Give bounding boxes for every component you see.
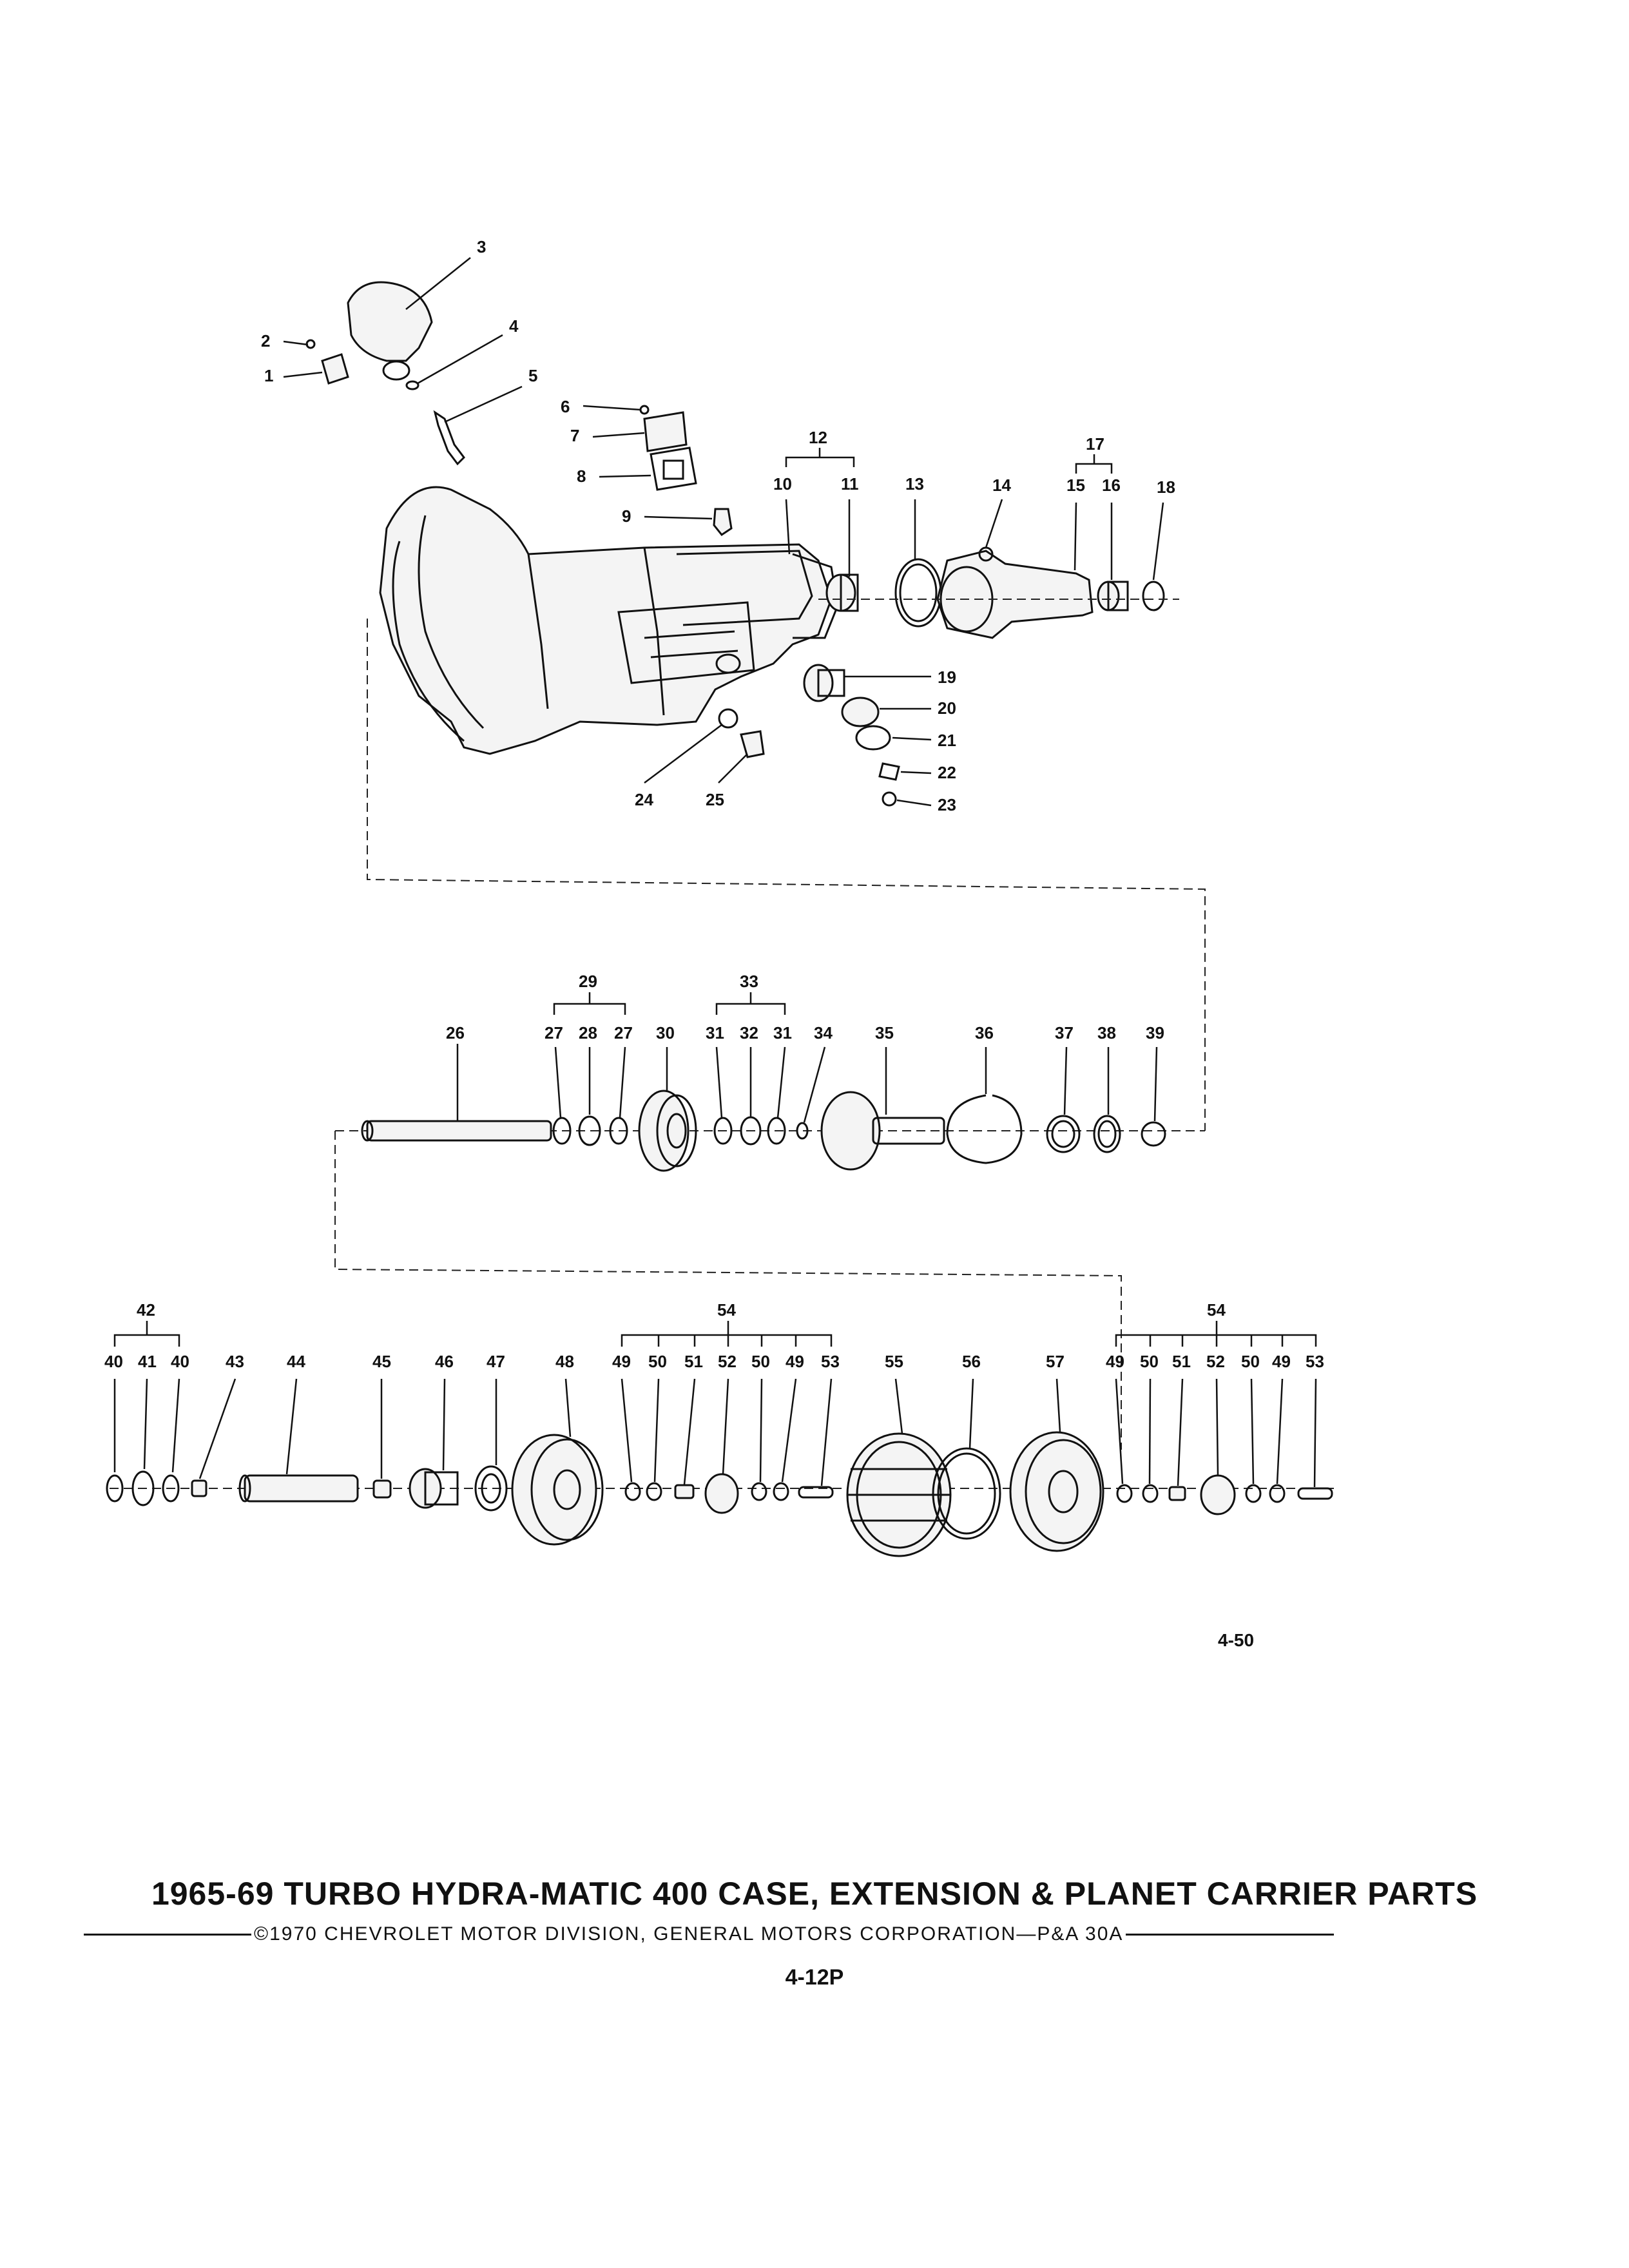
callout-50-second: 50 [751, 1352, 770, 1371]
callout-40-second: 40 [171, 1352, 189, 1371]
callout-41: 41 [138, 1352, 157, 1371]
callout-46: 46 [435, 1352, 454, 1371]
callout-leaders-bottom [115, 1321, 1316, 1487]
callout-21: 21 [938, 731, 956, 750]
callout-27-first: 27 [545, 1023, 563, 1043]
callout-52-first: 52 [718, 1352, 737, 1371]
callout-57: 57 [1046, 1352, 1065, 1371]
callout-5: 5 [528, 366, 538, 385]
callout-29: 29 [579, 972, 597, 991]
callout-51-first: 51 [684, 1352, 703, 1371]
callout-19: 19 [938, 668, 956, 687]
middle-row-parts [335, 1091, 1205, 1171]
callout-10: 10 [773, 474, 792, 494]
callout-37: 37 [1055, 1023, 1074, 1043]
callout-18: 18 [1157, 477, 1175, 497]
callout-45: 45 [372, 1352, 391, 1371]
callout-6: 6 [561, 397, 570, 416]
callout-2: 2 [261, 331, 271, 351]
callout-50-fourth: 50 [1241, 1352, 1260, 1371]
callout-9: 9 [622, 506, 631, 526]
callout-8: 8 [577, 466, 586, 486]
callout-49-first: 49 [612, 1352, 631, 1371]
copyright-text: ©1970 CHEVROLET MOTOR DIVISION, GENERAL MOTORS CORPORATION—P&A 30A [254, 1923, 1124, 1945]
callout-54-second: 54 [1207, 1300, 1226, 1320]
case-assembly-drawing [380, 487, 838, 754]
callout-53-first: 53 [821, 1352, 840, 1371]
callout-38: 38 [1097, 1023, 1116, 1043]
callout-28: 28 [579, 1023, 597, 1043]
callout-51-second: 51 [1172, 1352, 1191, 1371]
callout-15: 15 [1066, 476, 1085, 495]
callout-26: 26 [446, 1023, 465, 1043]
callout-17: 17 [1086, 434, 1104, 454]
callout-32: 32 [740, 1023, 758, 1043]
page-number: 4-12P [785, 1965, 844, 1990]
callout-49-second: 49 [786, 1352, 804, 1371]
callout-7: 7 [570, 426, 580, 445]
callout-40-first: 40 [104, 1352, 123, 1371]
callout-36: 36 [975, 1023, 994, 1043]
connector-line-middle [335, 1131, 1121, 1450]
callout-35: 35 [875, 1023, 894, 1043]
callout-25: 25 [706, 790, 724, 809]
callout-42: 42 [137, 1300, 155, 1320]
callout-53-second: 53 [1306, 1352, 1324, 1371]
callout-31-first: 31 [706, 1023, 724, 1043]
copyright-line [84, 1923, 1334, 1945]
callout-1: 1 [264, 366, 274, 385]
callout-34: 34 [814, 1023, 833, 1043]
callout-50-first: 50 [648, 1352, 667, 1371]
callout-31-second: 31 [773, 1023, 792, 1043]
callout-14: 14 [992, 476, 1011, 495]
callout-22: 22 [938, 763, 956, 782]
callout-33: 33 [740, 972, 758, 991]
callout-47: 47 [487, 1352, 505, 1371]
callout-39: 39 [1146, 1023, 1164, 1043]
callout-52-second: 52 [1206, 1352, 1225, 1371]
callout-leaders-middle [458, 992, 1157, 1122]
callout-23: 23 [938, 795, 956, 814]
callout-30: 30 [656, 1023, 675, 1043]
figure-number: 4-50 [1218, 1630, 1255, 1650]
callout-56: 56 [962, 1352, 981, 1371]
callout-27-second: 27 [614, 1023, 633, 1043]
callout-48: 48 [555, 1352, 574, 1371]
callout-43: 43 [226, 1352, 244, 1371]
callout-54-first: 54 [717, 1300, 736, 1320]
callout-16: 16 [1102, 476, 1121, 495]
page-title: 1965-69 TURBO HYDRA-MATIC 400 CASE, EXTENSION & PLANET CARRIER PARTS [151, 1876, 1478, 1912]
rule-left [84, 1934, 251, 1936]
callout-50-third: 50 [1140, 1352, 1159, 1371]
callout-55: 55 [885, 1352, 903, 1371]
rule-right [1126, 1934, 1334, 1936]
callout-44: 44 [287, 1352, 305, 1371]
callout-24: 24 [635, 790, 653, 809]
callout-4: 4 [509, 316, 519, 336]
callout-12: 12 [809, 428, 827, 447]
callout-13: 13 [905, 474, 924, 494]
callout-3: 3 [477, 237, 487, 256]
callout-49-fourth: 49 [1272, 1352, 1291, 1371]
callout-11: 11 [841, 474, 859, 494]
callout-20: 20 [938, 698, 956, 718]
callout-49-third: 49 [1106, 1352, 1124, 1371]
